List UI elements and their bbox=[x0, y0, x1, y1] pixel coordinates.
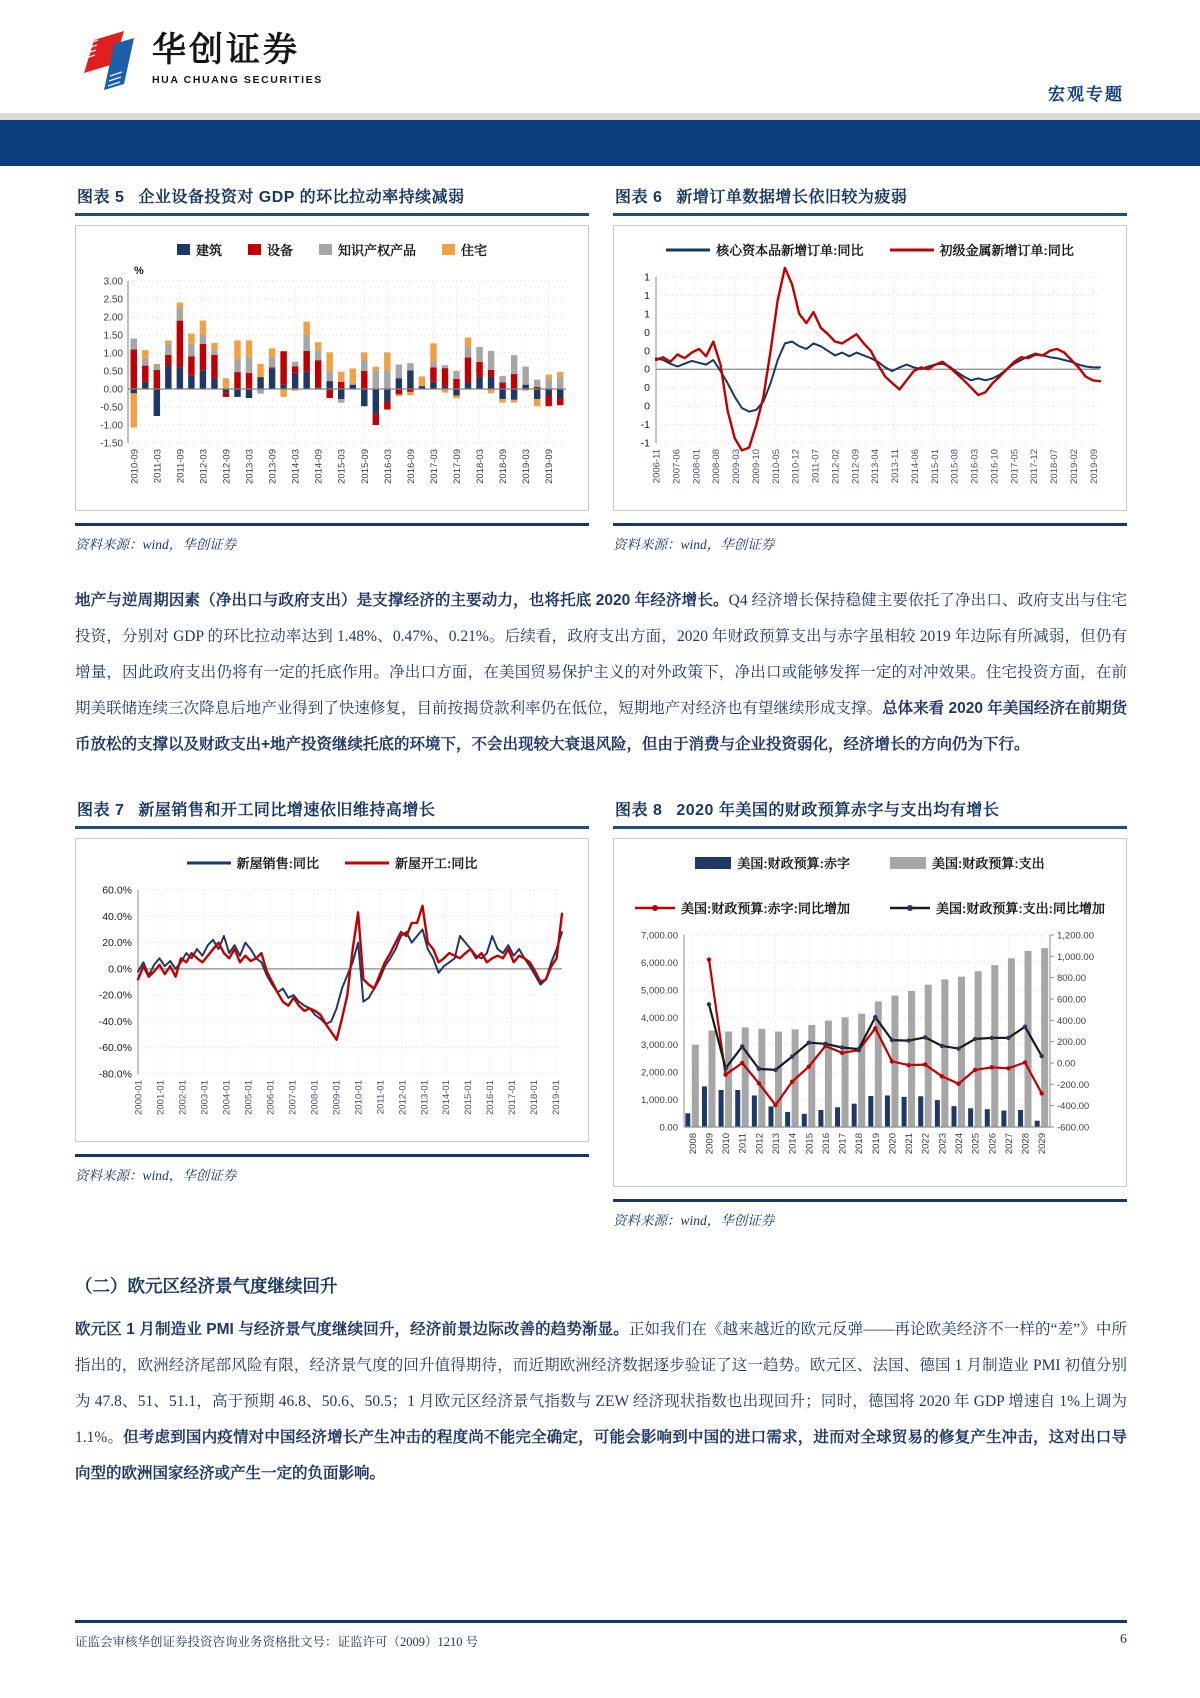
figure6-source: 资料来源：wind，华创证券 bbox=[613, 523, 1127, 553]
svg-text:2007-06: 2007-06 bbox=[671, 449, 683, 484]
legend-label: 设备 bbox=[266, 243, 293, 258]
svg-text:0: 0 bbox=[644, 382, 650, 395]
svg-text:2015-08: 2015-08 bbox=[949, 449, 961, 484]
svg-text:2017-03: 2017-03 bbox=[428, 449, 440, 484]
svg-text:2010-05: 2010-05 bbox=[770, 449, 782, 484]
svg-text:-1: -1 bbox=[640, 437, 650, 450]
logo-mark-icon bbox=[78, 28, 142, 94]
svg-text:2019-09: 2019-09 bbox=[544, 449, 556, 484]
svg-text:2015-01: 2015-01 bbox=[463, 1080, 475, 1115]
svg-text:2011-03: 2011-03 bbox=[152, 449, 164, 484]
report-topic-label: 宏观专题 bbox=[1048, 85, 1124, 104]
svg-text:2010-09: 2010-09 bbox=[129, 449, 141, 484]
svg-text:2018-01: 2018-01 bbox=[529, 1080, 541, 1115]
legend-label: 建筑 bbox=[195, 243, 222, 258]
svg-text:2005-01: 2005-01 bbox=[243, 1080, 255, 1115]
svg-text:2010-12: 2010-12 bbox=[790, 449, 802, 484]
svg-text:1: 1 bbox=[644, 271, 650, 284]
legend-swatch-icon bbox=[248, 244, 261, 255]
legend-label: 新屋销售:同比 bbox=[236, 856, 319, 871]
figure5-panel bbox=[75, 225, 589, 511]
legend-item bbox=[248, 240, 293, 259]
figure6-legend bbox=[620, 240, 1120, 259]
footer-license: 证监会审核华创证券投资咨询业务资格批文号：证监许可（2009）1210 号 bbox=[75, 1635, 479, 1649]
svg-text:2009-01: 2009-01 bbox=[331, 1080, 343, 1115]
figure7-label: 图表 7 bbox=[77, 802, 125, 819]
svg-text:2004-01: 2004-01 bbox=[221, 1080, 233, 1115]
svg-text:2014-01: 2014-01 bbox=[441, 1080, 453, 1115]
svg-text:4,000.00: 4,000.00 bbox=[641, 1012, 678, 1024]
text-run: 总体来看 2020 年美国经济在前期货币放松的支撑以及财政支出+地产投资继续托底的环境下，不会出现较大衰退风险，但由于消费与企业投资弱化，经济增长的方向仍为下行。 bbox=[75, 700, 1127, 753]
figure8-block bbox=[613, 795, 1127, 1229]
svg-text:1,200.00: 1,200.00 bbox=[1057, 930, 1094, 942]
svg-text:1: 1 bbox=[644, 289, 650, 302]
figure6-block bbox=[613, 182, 1127, 553]
svg-text:-1.00: -1.00 bbox=[100, 420, 123, 432]
svg-text:2014: 2014 bbox=[787, 1133, 799, 1155]
svg-text:2019-03: 2019-03 bbox=[521, 449, 533, 484]
figure7-title bbox=[75, 795, 589, 829]
svg-text:2.00: 2.00 bbox=[103, 312, 123, 324]
svg-text:2026: 2026 bbox=[987, 1133, 999, 1155]
svg-text:2.50: 2.50 bbox=[103, 294, 123, 306]
svg-text:2013-01: 2013-01 bbox=[419, 1080, 431, 1115]
legend-item bbox=[890, 240, 1074, 259]
legend-item bbox=[177, 240, 222, 259]
svg-text:2017-09: 2017-09 bbox=[452, 449, 463, 484]
figure5-label: 图表 5 bbox=[77, 189, 125, 206]
svg-text:2017: 2017 bbox=[837, 1133, 849, 1155]
legend-row bbox=[620, 853, 1120, 872]
svg-text:2011-07: 2011-07 bbox=[810, 449, 822, 484]
legend-label: 美国:财政预算:支出:同比增加 bbox=[936, 901, 1105, 916]
svg-text:40.0%: 40.0% bbox=[102, 910, 132, 923]
brand-en: HUA CHUANG SECURITIES bbox=[152, 74, 323, 86]
header-gray-strip bbox=[0, 113, 1200, 120]
figure-row-2 bbox=[75, 795, 1127, 1229]
svg-text:%: % bbox=[134, 265, 144, 277]
svg-text:0.00: 0.00 bbox=[1057, 1058, 1076, 1070]
svg-text:2029: 2029 bbox=[1037, 1133, 1049, 1155]
svg-text:0.0%: 0.0% bbox=[108, 963, 132, 976]
legend-item bbox=[319, 240, 416, 259]
svg-text:200.00: 200.00 bbox=[1057, 1037, 1087, 1049]
header-navy-band bbox=[0, 120, 1200, 166]
svg-text:2008-01: 2008-01 bbox=[691, 449, 703, 484]
svg-text:3.00: 3.00 bbox=[103, 276, 123, 288]
svg-text:2019-01: 2019-01 bbox=[551, 1080, 563, 1115]
svg-text:1.00: 1.00 bbox=[103, 348, 123, 360]
brand-text bbox=[152, 28, 323, 86]
text-run: 地产与逆周期因素（净出口与政府支出）是支撑经济的主要动力，也将托底 2020 年经济增长。 bbox=[75, 592, 729, 609]
figure7-chart bbox=[82, 874, 574, 1134]
svg-text:2014-06: 2014-06 bbox=[909, 449, 921, 484]
figure-row-1 bbox=[75, 182, 1127, 553]
figure5-title bbox=[75, 182, 589, 216]
legend-row bbox=[620, 898, 1120, 917]
legend-swatch-icon bbox=[666, 246, 710, 254]
svg-text:2008-01: 2008-01 bbox=[309, 1080, 321, 1115]
svg-text:2022: 2022 bbox=[920, 1133, 932, 1155]
svg-text:-1.50: -1.50 bbox=[100, 438, 123, 450]
svg-text:2013: 2013 bbox=[771, 1133, 782, 1155]
legend-swatch-icon bbox=[177, 244, 190, 255]
legend-item bbox=[187, 853, 319, 872]
svg-text:0.00: 0.00 bbox=[103, 384, 123, 396]
legend-label: 新屋开工:同比 bbox=[395, 856, 478, 871]
legend-label: 知识产权产品 bbox=[338, 243, 417, 258]
brand-cn: 华创证券 bbox=[152, 31, 300, 69]
legend-item bbox=[666, 240, 863, 259]
figure8-source: 资料来源：wind，华创证券 bbox=[613, 1199, 1127, 1229]
svg-text:2028: 2028 bbox=[1020, 1133, 1032, 1155]
svg-text:2017-01: 2017-01 bbox=[507, 1080, 519, 1115]
svg-text:2011: 2011 bbox=[737, 1133, 749, 1154]
svg-text:2017-05: 2017-05 bbox=[1009, 449, 1021, 484]
legend-label: 核心资本品新增订单:同比 bbox=[716, 243, 864, 258]
figure6-title bbox=[613, 182, 1127, 216]
svg-text:2009: 2009 bbox=[704, 1133, 716, 1155]
svg-text:20.0%: 20.0% bbox=[102, 937, 132, 950]
svg-text:2015-09: 2015-09 bbox=[359, 449, 371, 484]
svg-text:2018-09: 2018-09 bbox=[498, 449, 510, 484]
legend-swatch-icon bbox=[890, 246, 934, 254]
svg-text:2,000.00: 2,000.00 bbox=[641, 1067, 678, 1079]
figure5-legend bbox=[82, 240, 582, 259]
page-number: 6 bbox=[1120, 1632, 1127, 1647]
legend-swatch-icon bbox=[695, 857, 731, 869]
huachuang-logo bbox=[78, 28, 323, 94]
svg-text:2010: 2010 bbox=[721, 1133, 733, 1155]
legend-swatch-icon bbox=[345, 859, 389, 867]
svg-text:2016-03: 2016-03 bbox=[382, 449, 394, 484]
svg-text:3,000.00: 3,000.00 bbox=[641, 1040, 678, 1052]
legend-item bbox=[890, 853, 1045, 872]
svg-text:2016-03: 2016-03 bbox=[969, 449, 981, 484]
svg-text:2024: 2024 bbox=[954, 1133, 965, 1155]
svg-text:2006-11: 2006-11 bbox=[651, 449, 663, 484]
svg-text:2012-09: 2012-09 bbox=[850, 449, 862, 484]
legend-item bbox=[345, 853, 477, 872]
svg-text:2015-03: 2015-03 bbox=[336, 449, 348, 484]
svg-text:600.00: 600.00 bbox=[1057, 994, 1087, 1006]
legend-swatch-icon bbox=[635, 903, 675, 913]
svg-text:2016-01: 2016-01 bbox=[485, 1080, 497, 1115]
svg-text:2012-09: 2012-09 bbox=[221, 449, 233, 484]
svg-text:2012-03: 2012-03 bbox=[198, 449, 210, 484]
svg-text:60.0%: 60.0% bbox=[102, 884, 132, 897]
paragraph-q4-growth bbox=[75, 583, 1127, 763]
svg-text:2009-03: 2009-03 bbox=[731, 449, 743, 484]
svg-text:-1: -1 bbox=[640, 419, 650, 432]
svg-text:7,000.00: 7,000.00 bbox=[641, 930, 678, 942]
svg-text:2013-04: 2013-04 bbox=[870, 449, 882, 484]
svg-text:2027: 2027 bbox=[1003, 1133, 1015, 1155]
text-run: 但考虑到国内疫情对中国经济增长产生冲击的程度尚不能完全确定，可能会影响到中国的进口需求，进而对全球贸易的修复产生冲击，这对出口导向型的欧洲国家经济或产生一定的负面影响。 bbox=[75, 1429, 1127, 1482]
svg-text:1,000.00: 1,000.00 bbox=[1057, 951, 1094, 963]
svg-text:2006-01: 2006-01 bbox=[265, 1080, 277, 1115]
svg-text:800.00: 800.00 bbox=[1057, 973, 1087, 985]
svg-text:2016: 2016 bbox=[820, 1133, 832, 1155]
svg-text:1.50: 1.50 bbox=[103, 330, 123, 342]
figure7-caption: 新屋销售和开工同比增速依旧维持高增长 bbox=[138, 802, 436, 819]
svg-text:2016-10: 2016-10 bbox=[989, 449, 1001, 484]
svg-text:2003-01: 2003-01 bbox=[199, 1080, 211, 1115]
svg-text:2007-01: 2007-01 bbox=[287, 1080, 299, 1115]
svg-text:2010-01: 2010-01 bbox=[353, 1080, 365, 1115]
svg-text:0: 0 bbox=[644, 363, 650, 376]
svg-text:2015: 2015 bbox=[804, 1133, 816, 1155]
svg-text:2008: 2008 bbox=[687, 1133, 699, 1155]
legend-label: 美国:财政预算:赤字 bbox=[737, 856, 850, 871]
svg-text:2001-01: 2001-01 bbox=[155, 1080, 167, 1115]
svg-text:2012-01: 2012-01 bbox=[397, 1080, 409, 1115]
svg-text:2016-09: 2016-09 bbox=[405, 449, 417, 484]
figure8-chart bbox=[620, 919, 1112, 1179]
figure7-source: 资料来源：wind，华创证券 bbox=[75, 1154, 589, 1184]
legend-item bbox=[442, 240, 487, 259]
svg-text:2002-01: 2002-01 bbox=[177, 1080, 189, 1115]
legend-swatch-icon bbox=[890, 857, 926, 869]
legend-swatch-icon bbox=[319, 244, 332, 255]
svg-text:2018-07: 2018-07 bbox=[1049, 449, 1061, 484]
legend-item bbox=[890, 898, 1105, 917]
svg-text:2013-09: 2013-09 bbox=[267, 449, 279, 484]
svg-text:-40.0%: -40.0% bbox=[98, 1015, 132, 1028]
svg-text:0.50: 0.50 bbox=[103, 366, 123, 378]
svg-text:2014-03: 2014-03 bbox=[290, 449, 302, 484]
svg-text:2012: 2012 bbox=[754, 1133, 766, 1155]
svg-text:2009-10: 2009-10 bbox=[750, 449, 762, 484]
text-run: Q4 经济增长保持稳健主要依托了净出口、政府支出与住宅投资，分别对 GDP 的环比拉动率达到 1.48%、0.47%、0.21%。后续看，政府支出方面，2020 年财政预算支出与赤字虽相较 2019 年边际有所减弱，但仍有增量，因此政府支出仍将有一定的托底作用。净出口方面，在美国贸易保护主义的对外政策下，净出口或能够发挥一定的对冲效果。住宅投资方面，在前期美联储连续三次降息后地产业得到了快速修复，目前按揭贷款利率仍在低位，短期地产对经济也有望继续形成支撑。 bbox=[75, 592, 1127, 717]
legend-item bbox=[635, 898, 850, 917]
paragraph-eurozone bbox=[75, 1312, 1127, 1492]
legend-swatch-icon bbox=[890, 903, 930, 913]
legend-label: 住宅 bbox=[461, 243, 488, 258]
section-heading: （二）欧元区经济景气度继续回升 bbox=[75, 1276, 338, 1296]
svg-text:2018: 2018 bbox=[854, 1133, 866, 1155]
figure5-block bbox=[75, 182, 589, 553]
svg-text:-60.0%: -60.0% bbox=[98, 1042, 132, 1055]
svg-text:2019: 2019 bbox=[870, 1133, 882, 1155]
figure8-legend bbox=[620, 853, 1120, 917]
svg-text:2021: 2021 bbox=[904, 1133, 916, 1155]
svg-text:0.00: 0.00 bbox=[659, 1122, 678, 1134]
legend-item bbox=[695, 853, 850, 872]
figure8-panel bbox=[613, 838, 1127, 1187]
figure5-source: 资料来源：wind，华创证券 bbox=[75, 523, 589, 553]
svg-text:2011-01: 2011-01 bbox=[375, 1080, 387, 1115]
figure5-chart bbox=[82, 261, 574, 503]
svg-text:2013-03: 2013-03 bbox=[244, 449, 256, 484]
svg-text:0: 0 bbox=[644, 326, 650, 339]
svg-text:2000-01: 2000-01 bbox=[133, 1080, 145, 1115]
svg-text:-0.50: -0.50 bbox=[100, 402, 123, 414]
figure7-legend bbox=[82, 853, 582, 872]
svg-text:2015-01: 2015-01 bbox=[929, 449, 941, 484]
svg-text:0: 0 bbox=[644, 345, 650, 358]
svg-text:6,000.00: 6,000.00 bbox=[641, 957, 678, 969]
svg-text:2011-09: 2011-09 bbox=[175, 449, 187, 484]
figure8-caption: 2020 年美国的财政预算赤字与支出均有增长 bbox=[676, 802, 1000, 819]
svg-text:0: 0 bbox=[644, 400, 650, 413]
legend-label: 美国:财政预算:赤字:同比增加 bbox=[681, 901, 850, 916]
svg-text:400.00: 400.00 bbox=[1057, 1015, 1087, 1027]
page-footer bbox=[75, 1620, 1127, 1650]
figure6-caption: 新增订单数据增长依旧较为疲弱 bbox=[676, 189, 908, 206]
svg-text:2025: 2025 bbox=[970, 1133, 982, 1155]
text-run: 正如我们在《越来越近的欧元反弹——再论欧美经济不一样的“差”》中所指出的，欧洲经济尾部风险有限，经济景气度的回升值得期待，而近期欧洲经济数据逐步验证了这一趋势。欧元区、法国、德国 1 月制造业 PMI 初值分别为 47.8、51、51.1，高于预期 46.8、50.6、50.5；1 月欧元区经济景气指数与 ZEW 经济现状指数也出现回升；同时，德国将 2020 年 GDP 增速自 1%上调为 1.1%。 bbox=[75, 1321, 1128, 1446]
svg-text:2012-02: 2012-02 bbox=[830, 449, 842, 484]
svg-text:-600.00: -600.00 bbox=[1057, 1122, 1090, 1134]
svg-text:-20.0%: -20.0% bbox=[98, 989, 132, 1002]
figure8-title bbox=[613, 795, 1127, 829]
svg-text:1,000.00: 1,000.00 bbox=[641, 1095, 678, 1107]
page-content bbox=[75, 182, 1127, 1492]
svg-text:2019-09: 2019-09 bbox=[1088, 449, 1100, 484]
svg-text:2019-02: 2019-02 bbox=[1068, 449, 1080, 484]
svg-text:-80.0%: -80.0% bbox=[98, 1068, 132, 1081]
svg-text:2020: 2020 bbox=[887, 1133, 899, 1155]
text-run: 欧元区 1 月制造业 PMI 与经济景气度继续回升，经济前景边际改善的趋势渐显。 bbox=[75, 1321, 629, 1338]
legend-label: 美国:财政预算:支出 bbox=[932, 856, 1045, 871]
figure5-caption: 企业设备投资对 GDP 的环比拉动率持续减弱 bbox=[138, 189, 465, 206]
svg-text:2013-11: 2013-11 bbox=[890, 449, 902, 484]
svg-text:-200.00: -200.00 bbox=[1057, 1079, 1090, 1091]
figure6-chart bbox=[620, 261, 1112, 503]
svg-text:2014-09: 2014-09 bbox=[313, 449, 325, 484]
svg-text:2008-08: 2008-08 bbox=[711, 449, 723, 484]
figure6-label: 图表 6 bbox=[615, 189, 663, 206]
svg-text:-400.00: -400.00 bbox=[1057, 1101, 1090, 1113]
legend-swatch-icon bbox=[187, 859, 231, 867]
legend-label: 初级金属新增订单:同比 bbox=[939, 243, 1074, 258]
svg-text:2018-03: 2018-03 bbox=[475, 449, 487, 484]
figure6-panel bbox=[613, 225, 1127, 511]
svg-text:2017-12: 2017-12 bbox=[1029, 449, 1041, 484]
legend-swatch-icon bbox=[442, 244, 455, 255]
figure8-label: 图表 8 bbox=[615, 802, 663, 819]
svg-text:1: 1 bbox=[644, 308, 650, 321]
figure7-panel bbox=[75, 838, 589, 1142]
figure7-block bbox=[75, 795, 589, 1229]
svg-text:5,000.00: 5,000.00 bbox=[641, 985, 678, 997]
svg-text:2023: 2023 bbox=[937, 1133, 949, 1155]
